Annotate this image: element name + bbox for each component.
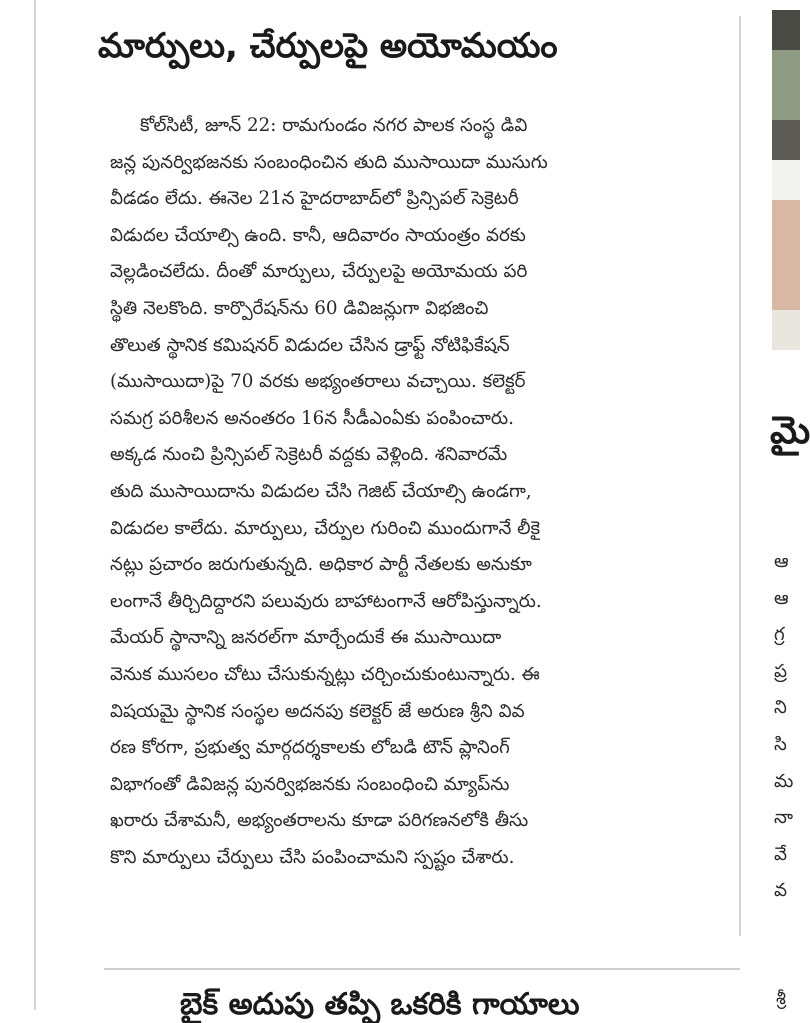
photo-region (772, 200, 800, 310)
photo-region (772, 160, 800, 200)
article-line: నట్లు ప్రచారం జరుగుతున్నది. అధికార పార్టీ నేతలకు అనుకూ (110, 554, 532, 576)
article-line: అక్కడ నుంచి ప్రిన్సిపల్ సెక్రెటరీ వద్దకు వెళ్లింది. శనివారమే (110, 444, 508, 466)
adjacent-article-body (774, 544, 800, 910)
adjacent-article-heading: మై (770, 408, 810, 452)
article-line: కొని మార్పులు చేర్పులు చేసి పంపించామని స్పష్టం చేశారు. (110, 846, 515, 868)
adjacent-article-line: నా (774, 807, 793, 829)
article-line: కోల్‌సిటీ, జూన్ 22: రామగుండం నగర పాలక సంస్థ డివి (140, 115, 528, 136)
article-line: వీడడం లేదు. ఈనెల 21న హైదరాబాద్‌లో ప్రిన్సిపల్ సెక్రెటరీ (110, 188, 519, 210)
article-line: తుది ముసాయిదాను విడుదల చేసి గెజిట్ చేయాల్సి ఉండగా, (110, 480, 532, 502)
article-line: లంగానే తీర్చిదిద్దారని పలువురు బాహాటంగానే ఆరోపిస్తున్నారు. (110, 590, 542, 612)
adjacent-article-line: ఆ (774, 587, 789, 609)
adjacent-article-line: వే (774, 843, 787, 865)
photo-region (772, 50, 800, 120)
article-line: విడుదల చేయాల్సి ఉంది. కానీ, ఆదివారం సాయంత్రం వరకు (110, 224, 526, 246)
adjacent-article-line: ప్ర (774, 660, 787, 682)
column-divider (739, 16, 741, 936)
article-line: స్థితి నెలకొంది. కార్పొరేషన్‌ను 60 డివిజన్లుగా విభజించి (110, 297, 489, 319)
article-line: రణ కోరగా, ప్రభుత్వ మార్గదర్శకాలకు లోబడి టౌన్ ప్లానింగ్ (110, 737, 510, 759)
photo-region (772, 120, 800, 160)
adjacent-article-line: ఆ (774, 551, 789, 572)
adjacent-article-line: గ్ర (774, 624, 785, 646)
adjacent-article-line: ని (774, 697, 787, 719)
article-body (110, 108, 720, 876)
article-line: మేయర్ స్థానాన్ని జనరల్‌గా మార్చేందుకే ఈ ముసాయిదా (110, 627, 502, 649)
article-line: జన్ల పునర్విభజనకు సంబంధించిన తుది ముసాయిదా ముసుగు (110, 151, 548, 173)
article-line: విభాగంతో డివిజన్ల పునర్విభజనకు సంబంధించి మ్యాప్‌ను (110, 773, 510, 795)
adjacent-article-photo (772, 10, 800, 350)
article-line: సమగ్ర పరిశీలన అనంతరం 16న సీడీఎంఏకు పంపించారు. (110, 407, 514, 429)
article-line: వెల్లడించలేదు. దీంతో మార్పులు, చేర్పులపై అయోమయ పరి (110, 261, 528, 283)
adjacent-article-line: వ (774, 880, 787, 902)
photo-region (772, 10, 800, 50)
article-separator (104, 968, 740, 970)
article-line: విడుదల కాలేదు. మార్పులు, చేర్పుల గురించి ముందుగానే లీకై (110, 517, 541, 539)
article-line: ఖరారు చేశామనీ, అభ్యంతరాలను కూడా పరిగణనలోకి తీసు (110, 810, 529, 832)
adjacent-article-line: సి (774, 733, 787, 755)
article-line: తొలుత స్థానిక కమిషనర్ విడుదల చేసిన డ్రాఫ్ట్ నోటిఫికేషన్ (110, 334, 510, 356)
article-line: (ముసాయిదా)పై 70 వరకు అభ్యంతరాలు వచ్చాయి. కలెక్టర్ (110, 371, 526, 393)
article-line: వెనుక ముసలం చోటు చేసుకున్నట్లు చర్చించుకుంటున్నారు. ఈ (110, 663, 540, 685)
photo-region (772, 310, 800, 350)
adjacent-article-fragment: శ్రీ (776, 988, 786, 1009)
left-column-rule (34, 0, 36, 1010)
next-article-headline: బైక్ అదుపు తప్పి ఒకరికి గాయాలు (180, 987, 580, 1022)
article-headline: మార్పులు, చేర్పులపై అయోమయం (98, 26, 558, 66)
adjacent-article-line: మ (774, 770, 794, 792)
article-line: విషయమై స్థానిక సంస్థల అదనపు కలెక్టర్ జే అరుణ శ్రీని వివ (110, 700, 525, 722)
